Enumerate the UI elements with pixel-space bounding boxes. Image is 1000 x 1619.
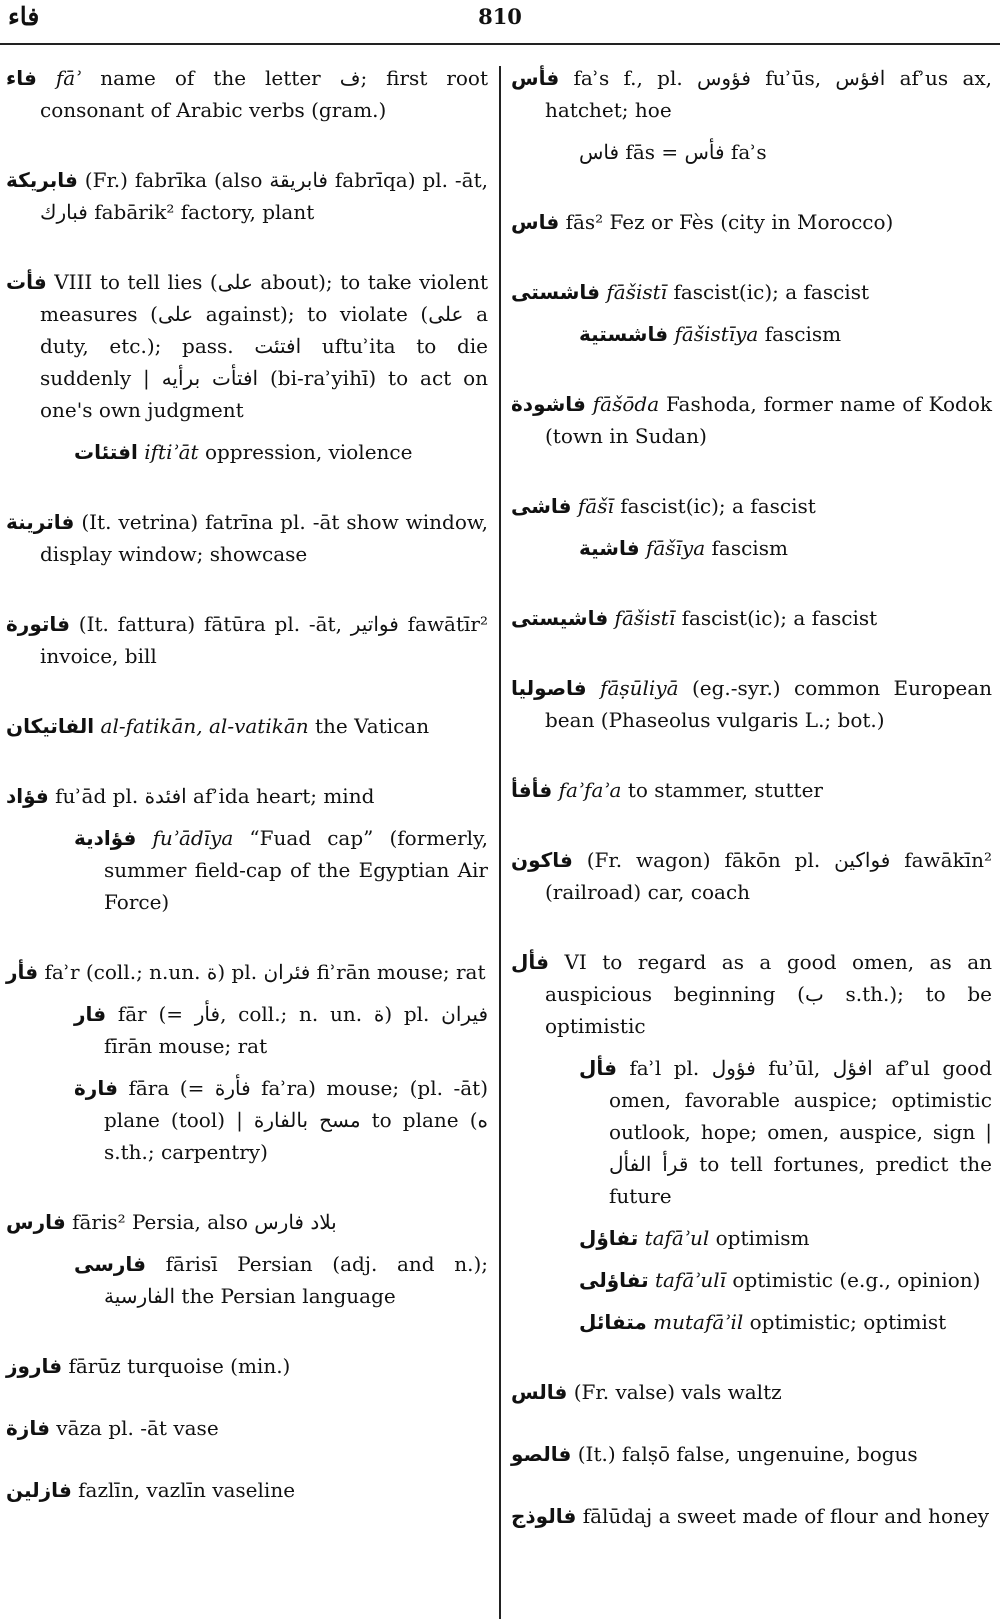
header-rule <box>0 43 1000 45</box>
entry-definition: fazlīn, vazlīn vaseline <box>78 1478 296 1502</box>
entry-subentry <box>40 1072 488 1168</box>
entry-definition: (It. vetrina) fatrīna pl. -āt show window, display window; showcase <box>40 510 488 566</box>
entry-headword: فالوذج <box>511 1504 577 1528</box>
entry-headword: فاتورة <box>6 612 70 636</box>
entry-transliteration: fāšī <box>577 494 614 518</box>
entry <box>511 774 992 806</box>
entry-headword: فأفأ <box>511 778 553 802</box>
entry-definition: Fashoda, former name of Kodok (town in Sudan) <box>545 392 993 448</box>
entry-subentry <box>545 136 992 168</box>
subentry-headword: فؤادية <box>74 826 137 850</box>
entry-transliteration: fāʾ <box>55 66 82 90</box>
entry <box>511 276 992 350</box>
entry <box>511 844 992 908</box>
subentry-headword: متفائل <box>579 1310 647 1334</box>
entry-definition: fuʾād pl. افئدة afʾida heart; mind <box>55 784 375 808</box>
entry-definition: vāza pl. -āt vase <box>56 1416 219 1440</box>
subentry-headword: فأل <box>579 1056 617 1080</box>
right-column <box>511 62 992 1570</box>
entry-definition: VI to regard as a good omen, as an auspicious beginning (ب s.th.); to be optimistic <box>545 950 993 1038</box>
entry-definition: VIII to tell lies (على about); to take violent measures (على against); to violate (على a duty, etc.); pass. افتئت uftuʾita to die suddenly | افتأت برأيه (bi-raʾyihī) to act on one's own judgment <box>40 270 488 422</box>
subentry-headword: فارسى <box>74 1252 147 1276</box>
entry-headword: فؤاد <box>6 784 49 808</box>
entry <box>6 1474 488 1506</box>
page-number: 810 <box>478 4 522 29</box>
subentry-transliteration: mutafāʾil <box>653 1310 744 1334</box>
entry-headword: فالس <box>511 1380 568 1404</box>
entry-definition: (Fr. valse) vals waltz <box>573 1380 782 1404</box>
entry <box>511 490 992 564</box>
entry-headword: فازة <box>6 1416 50 1440</box>
entry-subentry <box>40 1248 488 1312</box>
entry-headword: فاشودة <box>511 392 586 416</box>
entry <box>6 608 488 672</box>
entry-subentry <box>545 1264 992 1296</box>
entry-subentry <box>545 1052 992 1212</box>
subentry-definition: fār (= فأر, coll.; n. un. ة) pl. فيران fīrān mouse; rat <box>104 1002 488 1058</box>
entry-transliteration: fāšistī <box>614 606 676 630</box>
entry <box>511 388 992 452</box>
entry-definition: fascist(ic); a fascist <box>673 280 869 304</box>
page-header <box>0 0 1000 46</box>
entry <box>6 62 488 126</box>
subentry-definition: fascism <box>764 322 842 346</box>
entry <box>511 1500 992 1532</box>
subentry-headword: فاشية <box>579 536 640 560</box>
entry <box>511 602 992 634</box>
subentry-transliteration: fāšīya <box>645 536 706 560</box>
left-column <box>6 62 488 1544</box>
entry-transliteration: faʾfaʾa <box>558 778 622 802</box>
subentry-definition: fārisī Persian (adj. and n.); الفارسية the Persian language <box>104 1252 488 1308</box>
entry-subentry <box>545 532 992 564</box>
entry-definition: to stammer, stutter <box>627 778 823 802</box>
entry-headword: فاس <box>511 210 560 234</box>
entry-definition: name of the letter ف; first root consonant of Arabic verbs (gram.) <box>40 66 489 122</box>
entry-headword: فاء <box>6 66 37 90</box>
entry-transliteration: fāšōda <box>592 392 660 416</box>
column-divider <box>499 66 501 1619</box>
entry-subentry <box>545 1306 992 1338</box>
entry-definition: (It. fattura) fātūra pl. -āt, فواتير fawātīr² invoice, bill <box>40 612 488 668</box>
entry <box>6 1350 488 1382</box>
subentry-headword: فارة <box>74 1076 118 1100</box>
subentry-transliteration: fuʾādīya <box>152 826 234 850</box>
entry-headword: فالصو <box>511 1442 572 1466</box>
subentry-definition: فاس fās = فأس faʾs <box>579 140 767 164</box>
entry-headword: فأت <box>6 270 47 294</box>
entry <box>511 672 992 736</box>
subentry-definition: fāra (= فأرة faʾra) mouse; (pl. -āt) plane (tool) | مسح بالفارة to plane (ه s.th.; carpentry) <box>104 1076 489 1164</box>
entry <box>6 506 488 570</box>
entry-definition: (Fr.) fabrīka (also فابريقة fabrīqa) pl. -āt, فبارك fabārik² factory, plant <box>40 168 489 224</box>
subentry-definition: “Fuad cap” (formerly, summer field-cap of the Egyptian Air Force) <box>104 826 489 914</box>
subentry-definition: oppression, violence <box>204 440 413 464</box>
entry <box>6 956 488 1168</box>
entry-headword: فاصوليا <box>511 676 587 700</box>
entry-transliteration: al-fatikān, al-vatikān <box>100 714 309 738</box>
entry-definition: fās² Fez or Fès (city in Morocco) <box>565 210 894 234</box>
entry-definition: fascist(ic); a fascist <box>620 494 816 518</box>
entry-headword: فازلين <box>6 1478 72 1502</box>
subentry-definition: optimism <box>715 1226 810 1250</box>
entry-headword: فاشيستى <box>511 606 609 630</box>
entry-headword: فأل <box>511 950 549 974</box>
subentry-transliteration: iftiʾāt <box>144 440 199 464</box>
entry-headword: الفاتيكان <box>6 714 95 738</box>
subentry-definition: optimistic (e.g., opinion) <box>732 1268 981 1292</box>
entry-subentry <box>545 318 992 350</box>
entry-transliteration: fāṣūliyā <box>600 676 679 700</box>
subentry-headword: افتئات <box>74 440 138 464</box>
entry-subentry <box>545 1222 992 1254</box>
subentry-headword: تفاؤلى <box>579 1268 649 1292</box>
entry-definition: fārūz turquoise (min.) <box>68 1354 291 1378</box>
entry-headword: فاشى <box>511 494 572 518</box>
entry-subentry <box>40 998 488 1062</box>
subentry-headword: فار <box>74 1002 107 1026</box>
entry-definition: the Vatican <box>315 714 430 738</box>
entry-headword: فاترينة <box>6 510 75 534</box>
entry <box>511 206 992 238</box>
entry-headword: فأر <box>6 960 39 984</box>
entry <box>6 164 488 228</box>
entry-subentry <box>40 436 488 468</box>
entry <box>511 946 992 1338</box>
entry-definition: (Fr. wagon) fākōn pl. فواكين fawākīn² (railroad) car, coach <box>545 848 993 904</box>
entry-definition: faʾs f., pl. فؤوس fuʾūs, افؤس afʾus ax, hatchet; hoe <box>545 66 993 122</box>
entry <box>6 710 488 742</box>
entry-definition: fascist(ic); a fascist <box>681 606 878 630</box>
entry-subentry <box>40 822 488 918</box>
entry-definition: (eg.-syr.) common European bean (Phaseolus vulgaris L.; bot.) <box>545 676 993 732</box>
entry-headword: فارس <box>6 1210 66 1234</box>
subentry-transliteration: tafāʾulī <box>654 1268 727 1292</box>
entry-transliteration: fāšistī <box>606 280 668 304</box>
entry <box>6 266 488 468</box>
entry <box>511 1438 992 1470</box>
entry-headword: فابريكة <box>6 168 78 192</box>
subentry-definition: optimistic; optimist <box>749 1310 947 1334</box>
entry-headword: فاكون <box>511 848 573 872</box>
entry <box>6 780 488 918</box>
entry <box>511 1376 992 1408</box>
subentry-definition: faʾl pl. فؤول fuʾūl, افؤل afʾul good omen, favorable auspice; optimistic outlook, hope; omen, auspice, sign | قرأ الفأل to tell fortunes, predict the future <box>609 1056 993 1208</box>
entry <box>511 62 992 168</box>
entry-definition: fāris² Persia, also بلاد فارس <box>72 1210 337 1234</box>
entry <box>6 1412 488 1444</box>
entry-definition: (It.) falṣō false, ungenuine, bogus <box>577 1442 918 1466</box>
subentry-definition: fascism <box>711 536 788 560</box>
subentry-transliteration: tafāʾul <box>644 1226 710 1250</box>
subentry-headword: تفاؤل <box>579 1226 639 1250</box>
entry-headword: فاروز <box>6 1354 63 1378</box>
entry-headword: فأس <box>511 66 560 90</box>
entry <box>6 1206 488 1312</box>
header-guide-word: فاء <box>8 2 40 31</box>
subentry-headword: فاشستية <box>579 322 669 346</box>
subentry-transliteration: fāšistīya <box>674 322 759 346</box>
entry-definition: faʾr (coll.; n.un. ة) pl. فئران fiʾrān mouse; rat <box>44 960 486 984</box>
entry-definition: fālūdaj a sweet made of flour and honey <box>582 1504 990 1528</box>
entry-headword: فاشستى <box>511 280 601 304</box>
